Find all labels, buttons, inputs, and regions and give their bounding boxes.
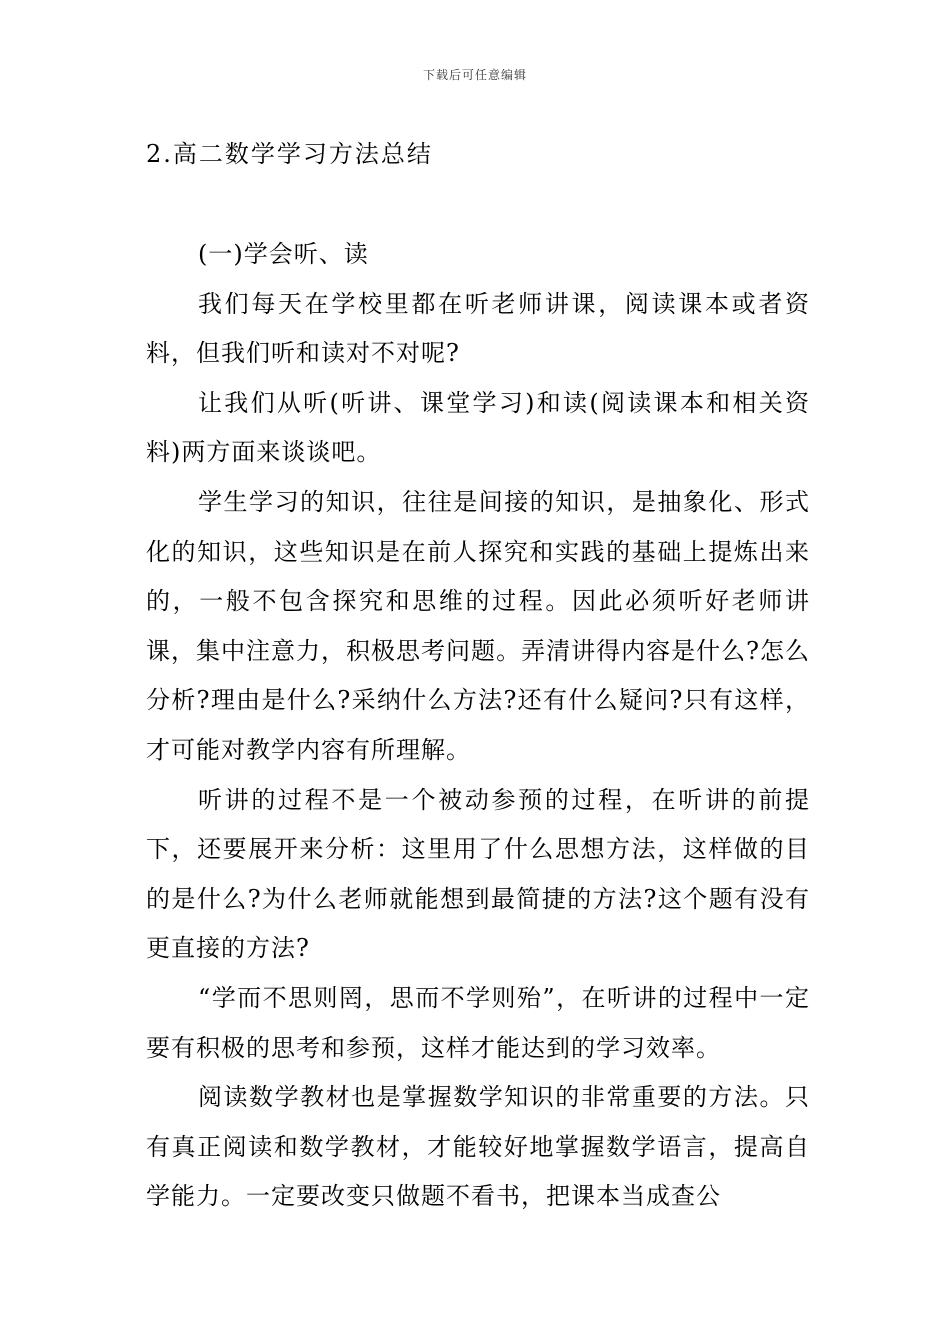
page-header: 下载后可任意编辑	[422, 68, 527, 82]
paragraph: 我们每天在学校里都在听老师讲课，阅读课本或者资料，但我们听和读对不对呢?	[146, 289, 810, 368]
section-heading: (一)学会听、读	[198, 240, 369, 268]
paragraph: 让我们从听(听讲、课堂学习)和读(阅读课本和相关资料)两方面来谈谈吧。	[146, 388, 810, 467]
paragraph: “学而不思则罔，思而不学则殆”，在听讲的过程中一定要有积极的思考和参预，这样才能达到的学习效率。	[146, 983, 810, 1062]
paragraph: 阅读数学教材也是掌握数学知识的非常重要的方法。只有真正阅读和数学教材，才能较好地掌握数学语言，提高自学能力。一定要改变只做题不看书，把课本当成查公	[146, 1083, 810, 1211]
paragraph: 听讲的过程不是一个被动参预的过程，在听讲的前提下，还要展开来分析：这里用了什么思想方法，这样做的目的是什么?为什么老师就能想到最简捷的方法?这个题有没有更直接的方法?	[146, 785, 810, 963]
paragraph: 学生学习的知识，往往是间接的知识，是抽象化、形式化的知识，这些知识是在前人探究和实践的基础上提炼出来的，一般不包含探究和思维的过程。因此必须听好老师讲课，集中注意力，积极思考问题。弄清讲得内容是什么?怎么分析?理由是什么?采纳什么方法?还有什么疑问?只有这样，才可能对教学内容有所理解。	[146, 487, 810, 764]
document-body	[146, 230, 810, 1222]
document-title: 2.高二数学学习方法总结	[146, 140, 433, 168]
